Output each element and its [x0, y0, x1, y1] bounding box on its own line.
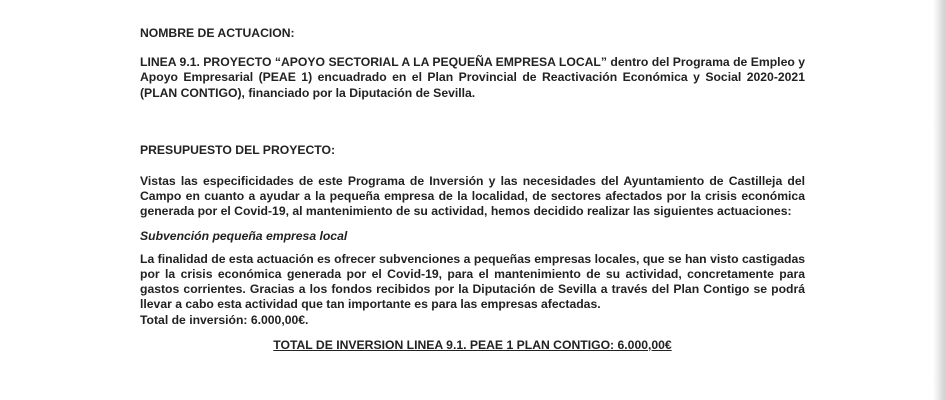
section-intro-presupuesto: Vistas las especificidades de este Programa de Inversión y las necesidades del Ayuntamiento de Castilleja del Campo en cuanto a ayudar a la pequeña empresa de la localidad, de sectores afectados por la crisis económica generada por el Covid-19, al mantenimiento de su actividad, hemos decidido realizar las siguientes actuaciones: — [140, 174, 805, 219]
subheading-subvencion: Subvención pequeña empresa local — [140, 228, 348, 243]
section-body-nombre: LINEA 9.1. PROYECTO “APOYO SECTORIAL A LA PEQUEÑA EMPRESA LOCAL” dentro del Programa de Empleo y Apoyo Empresarial (PEAE 1) encuadrado en el Plan Provincial de Reactivación Económica y Social 2020-2021 (PLAN CONTIGO), financiado por la Diputación de Sevilla. — [140, 55, 805, 100]
total-investment-line: TOTAL DE INVERSION LINEA 9.1. PEAE 1 PLAN CONTIGO: 6.000,00€ — [273, 337, 672, 352]
document-content — [140, 26, 805, 353]
investment-total: Total de inversión: 6.000,00€. — [140, 312, 309, 327]
section-heading-nombre: NOMBRE DE ACTUACION: — [140, 26, 295, 40]
section-detail-subvencion: La finalidad de esta actuación es ofrecer subvenciones a pequeñas empresas locales, que se han visto castigadas por la crisis económica generada por el Covid-19, para el mantenimiento de su actividad, concretamente para gastos corrientes. Gracias a los fondos recibidos por la Diputación de Sevilla a través del Plan Contigo se podrá llevar a cabo esta actividad que tan importante es para las empresas afectadas. — [140, 251, 805, 312]
page-edge-shadow — [933, 0, 945, 400]
section-heading-presupuesto: PRESUPUESTO DEL PROYECTO: — [140, 142, 336, 157]
